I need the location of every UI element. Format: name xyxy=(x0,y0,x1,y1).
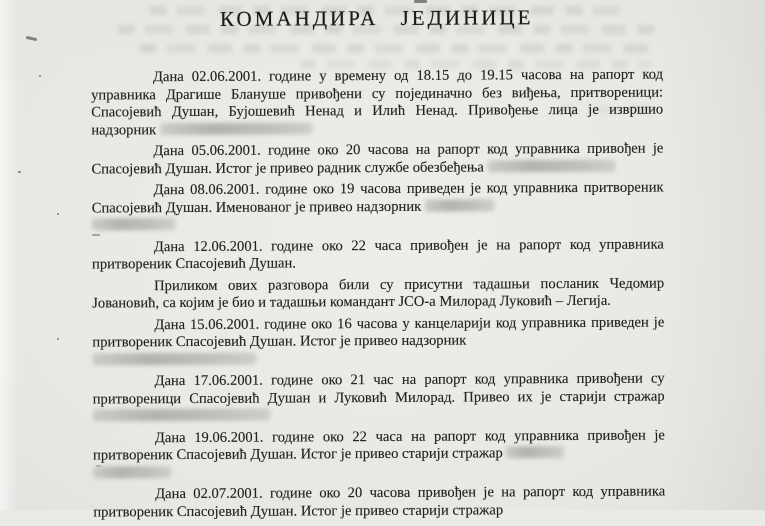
paragraph-text: Дана 02.06.2001. године у времену од 18.15 до 19.15 часова на рапорт код управника Драгише Блануше привођени су појединачно без виђења, притвореници: Спасојевић Душан, Бујошевић Ненад и Илић Ненад. Привођење лица је извршио надзорник xyxy=(91,66,664,138)
scan-artifact xyxy=(26,36,37,41)
redaction-blur xyxy=(93,409,271,422)
paragraph xyxy=(92,180,664,235)
paragraph-text: Дана 19.06.2001. године око 22 часа на рапорт код управника привођен је притвореник Спасојевић Душан. Истог је привео старији стражар xyxy=(92,427,665,464)
redaction-blur xyxy=(425,199,495,211)
redaction-blur xyxy=(92,218,176,230)
scan-artifact xyxy=(57,213,59,215)
redaction-blur xyxy=(506,446,564,458)
redaction-blur xyxy=(92,352,256,365)
paragraph-text: Дана 12.06.2001. године око 22 часа привођен је на рапорт код управника притвореник Спасојевић Душан. xyxy=(91,236,664,273)
scan-artifact xyxy=(57,338,59,340)
paragraph xyxy=(92,314,664,369)
document-content xyxy=(91,5,666,526)
paragraph xyxy=(91,67,663,140)
redaction-blur xyxy=(487,159,615,172)
paragraph-text: Дана 05.06.2001. године око 20 часова на рапорт код управника привођен је Спасојевић Душан. Истог је привео радник службе обезбеђења xyxy=(91,140,664,177)
paragraph-text: Дана 17.06.2001. године око 21 час на рапорт код управника привођени су притвореници Спасојевић Душан и Луковић Милорад. Привео их је старији стражар xyxy=(92,370,665,407)
scan-artifact xyxy=(18,171,21,173)
paragraph-text: Приликом ових разговора били су присутни тадашњи посланик Чедомир Јовановић, са којим је био и тадашњи командант ЈСО-а Милорад Луковић – Легија. xyxy=(92,275,665,312)
document-title: КОМАНДИРА ЈЕДИНИЦЕ xyxy=(219,5,534,31)
paragraph xyxy=(93,427,665,482)
paragraph xyxy=(93,483,665,521)
scan-artifact xyxy=(414,0,427,3)
paragraph-text: Дана 15.06.2001. године око 16 часова у канцеларији код управника приведен је притвореник Спасојевић Душан. Истог је привео надзорник xyxy=(92,314,665,351)
paragraph xyxy=(91,141,663,179)
paragraph xyxy=(92,275,664,313)
paragraph xyxy=(92,236,664,274)
redaction-blur xyxy=(160,122,312,135)
document-body xyxy=(91,67,665,522)
scan-artifact xyxy=(39,75,41,77)
paragraph-text: Дана 02.07.2001. године око 20 часова привођен је на рапорт код управника притвореник Спасојевић Душан. Истог је привео старији стражар xyxy=(93,483,666,520)
redaction-blur xyxy=(93,466,171,478)
paragraph-text: Дана 08.06.2001. године око 19 часова приведен је код управника притвореник Спасојевић Душан. Именованог је привео надзорник xyxy=(91,179,664,216)
paragraph xyxy=(93,371,665,426)
